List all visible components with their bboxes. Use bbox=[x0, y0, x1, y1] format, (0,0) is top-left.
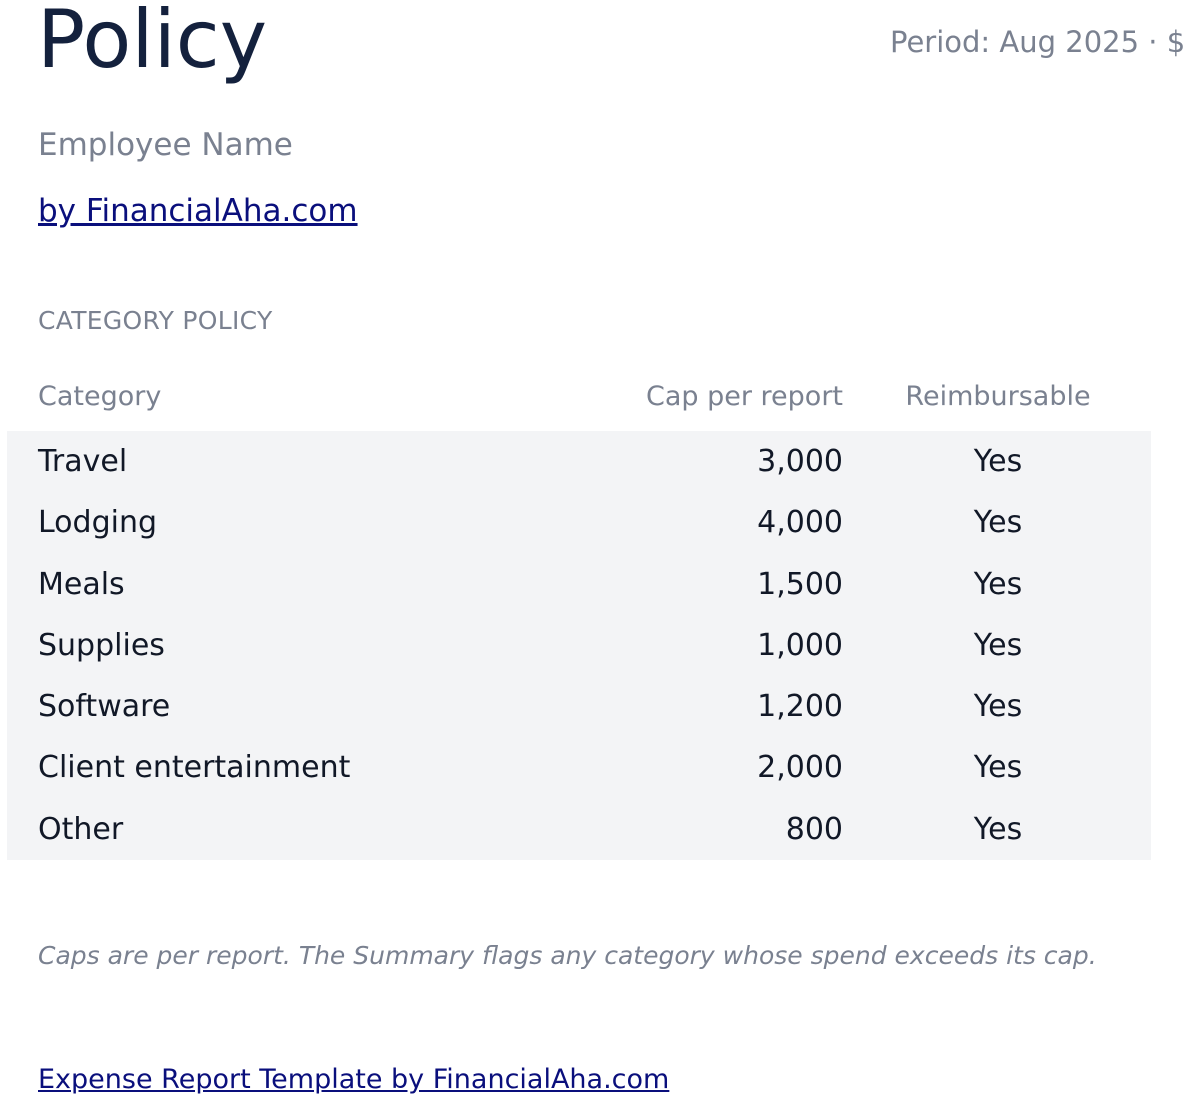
reimbursable-cell: Yes bbox=[973, 444, 1023, 479]
table-row bbox=[7, 615, 1151, 676]
table-row bbox=[7, 737, 1151, 798]
page-title: Policy bbox=[37, 0, 268, 86]
cap-cell: 1,500 bbox=[757, 566, 843, 602]
column-header-cap: Cap per report bbox=[645, 381, 843, 412]
reimbursable-cell: Yes bbox=[973, 566, 1023, 602]
cap-cell: 3,000 bbox=[757, 444, 843, 479]
table-row bbox=[7, 676, 1151, 737]
period-label: Period: Aug 2025 · $ bbox=[890, 25, 1186, 59]
footer-template-link[interactable]: Expense Report Template by FinancialAha.com bbox=[38, 1064, 670, 1095]
reimbursable-cell: Yes bbox=[973, 627, 1023, 663]
reimbursable-cell: Yes bbox=[973, 505, 1023, 541]
financialaha-link[interactable]: by FinancialAha.com bbox=[38, 193, 358, 229]
reimbursable-cell: Yes bbox=[973, 750, 1023, 786]
category-cell: Meals bbox=[38, 566, 125, 602]
column-header-category: Category bbox=[38, 381, 162, 412]
policy-note: Caps are per report. The Summary flags any category whose spend exceeds its cap. bbox=[38, 941, 1097, 970]
employee-name: Employee Name bbox=[38, 127, 293, 163]
cap-cell: 4,000 bbox=[757, 505, 843, 541]
reimbursable-cell: Yes bbox=[973, 689, 1023, 725]
table-row bbox=[7, 799, 1151, 860]
policy-table bbox=[7, 431, 1151, 860]
table-header bbox=[7, 376, 1151, 432]
table-row bbox=[7, 492, 1151, 553]
category-cell: Other bbox=[38, 811, 124, 847]
cap-cell: 1,200 bbox=[757, 689, 843, 725]
table-row bbox=[7, 431, 1151, 492]
table-row bbox=[7, 554, 1151, 615]
cap-cell: 1,000 bbox=[757, 627, 843, 663]
category-cell: Client entertainment bbox=[38, 750, 351, 786]
category-cell: Supplies bbox=[38, 627, 165, 663]
category-cell: Lodging bbox=[38, 505, 158, 541]
category-cell: Travel bbox=[38, 444, 128, 479]
category-cell: Software bbox=[38, 689, 171, 725]
cap-cell: 2,000 bbox=[757, 750, 843, 786]
column-header-reimbursable: Reimbursable bbox=[905, 381, 1091, 412]
reimbursable-cell: Yes bbox=[973, 811, 1023, 847]
cap-cell: 800 bbox=[785, 811, 843, 847]
section-heading: CATEGORY POLICY bbox=[38, 306, 273, 335]
